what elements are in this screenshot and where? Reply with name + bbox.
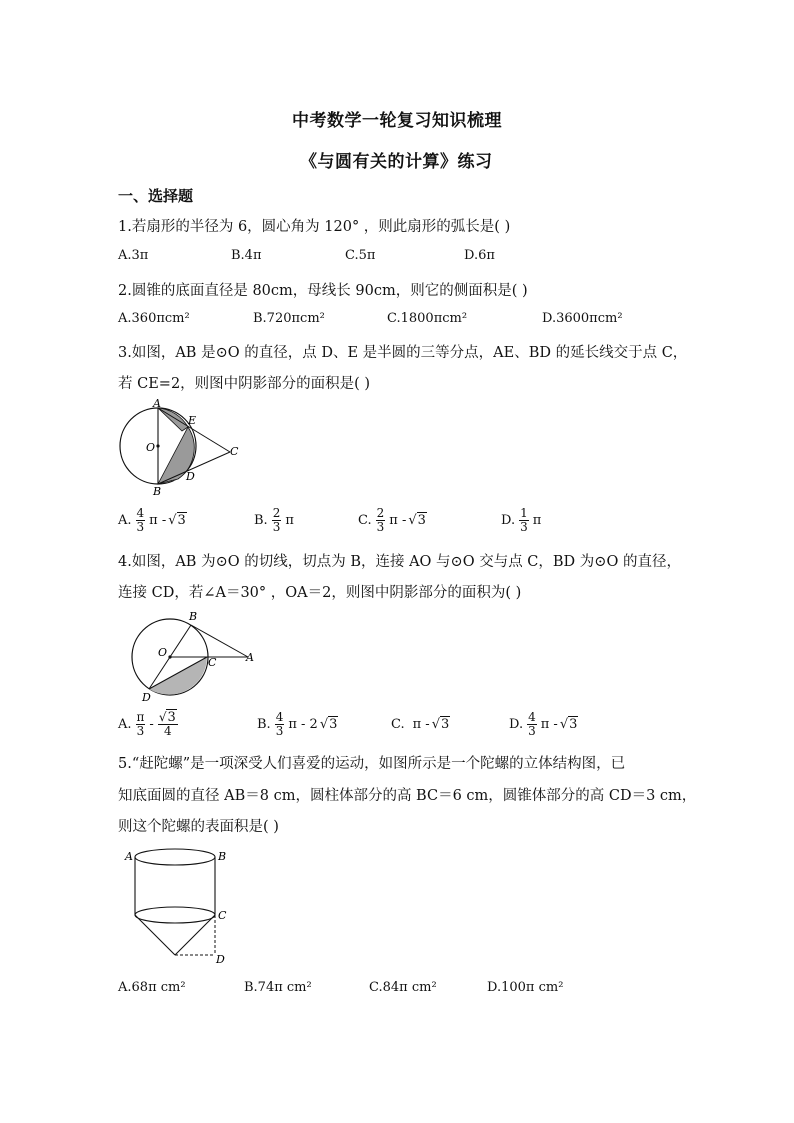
question-5-option-d: D.100π cm² xyxy=(487,980,564,995)
question-5-text-line2: 知底面圆的直径 AB＝8 cm，圆柱体部分的高 BC＝6 cm，圆锥体部分的高 CD＝3 cm， xyxy=(118,788,697,804)
question-3-option-c xyxy=(358,507,501,534)
option-label: D. xyxy=(509,717,524,732)
q3-label-b: B xyxy=(153,485,162,498)
question-5-option-c: C.84π cm² xyxy=(369,980,437,995)
option-label: A. xyxy=(118,717,132,732)
q4-label-o: O xyxy=(158,646,168,659)
fraction: $\frac{2}{3}$ xyxy=(272,506,281,534)
question-2-option-c: C.1800πcm² xyxy=(387,311,468,326)
question-2-option-a: A.360πcm² xyxy=(118,311,190,326)
question-3-option-d xyxy=(501,507,541,534)
fraction: $\frac{1}{3}$ xyxy=(520,506,528,534)
sqrt: √3 xyxy=(559,717,578,732)
question-3-options xyxy=(118,507,541,534)
q4-label-b: B xyxy=(189,610,198,623)
question-4-text-line2: 连接 CD，若∠A＝30° ，OA＝2，则图中阴影部分的面积为( ) xyxy=(118,585,522,601)
question-5-figure xyxy=(122,845,242,970)
option-label: C. xyxy=(358,513,372,528)
question-4-option-b xyxy=(257,711,391,738)
question-1-option-c: C.5π xyxy=(345,248,376,263)
fraction: $\frac{2}{3}$ xyxy=(376,506,385,534)
option-tail: π - xyxy=(412,717,430,732)
sqrt: √3 xyxy=(408,513,426,528)
question-3-text-line2: 若 CE=2，则图中阴影部分的面积是( ) xyxy=(118,376,371,392)
page-title: 中考数学一轮复习知识梳理 xyxy=(292,111,502,131)
question-1-option-d: D.6π xyxy=(464,248,495,263)
question-1-option-a: A.3π xyxy=(118,248,149,263)
question-4-option-c xyxy=(391,717,509,732)
fraction: $\frac{4}{3}$ xyxy=(528,710,536,738)
q4-label-d: D xyxy=(142,691,151,704)
sqrt: √3 xyxy=(168,513,186,528)
option-tail: π xyxy=(532,513,542,528)
question-4-text-line1: 4.如图，AB 为⊙O 的切线，切点为 B，连接 AO 与⊙O 交与点 C，BD 为⊙O 的直径， xyxy=(118,554,681,570)
option-label: C. xyxy=(391,717,405,732)
option-label: D. xyxy=(501,513,516,528)
q3-label-a: A xyxy=(153,398,161,410)
q3-label-c: C xyxy=(230,445,239,458)
question-2-text: 2.圆锥的底面直径是 80cm，母线长 90cm，则它的侧面积是( ) xyxy=(118,283,528,299)
q5-label-c: C xyxy=(218,909,227,922)
fraction: $\frac{4}{3}$ xyxy=(275,710,284,738)
fraction: $\frac{4}{3}$ xyxy=(136,506,145,534)
minus-sign: - xyxy=(149,717,154,732)
q4-label-a: A xyxy=(246,651,254,664)
section-title: 一、选择题 xyxy=(118,187,194,205)
q3-label-d: D xyxy=(186,470,195,483)
option-label: B. xyxy=(257,717,271,732)
q5-label-d: D xyxy=(216,953,225,966)
option-label: A. xyxy=(118,513,132,528)
question-4-option-d xyxy=(509,711,578,738)
q3-label-e: E xyxy=(188,414,197,427)
option-tail: π - xyxy=(389,513,407,528)
fraction: $\frac{\pi}{3}$ xyxy=(136,710,145,738)
q3-label-o: O xyxy=(146,441,156,454)
q4-label-c: C xyxy=(208,656,217,669)
question-1-option-b: B.4π xyxy=(231,248,262,263)
q5-label-b: B xyxy=(218,850,227,863)
sqrt: √3 xyxy=(319,717,338,732)
fraction: $\frac{√3}{4}$ xyxy=(158,710,176,738)
option-label: B. xyxy=(254,513,268,528)
question-5-text-line1: 5.“赶陀螺”是一项深受人们喜爱的运动，如图所示是一个陀螺的立体结构图，已 xyxy=(118,756,626,772)
option-tail: π - 2 xyxy=(288,717,318,732)
option-tail: π xyxy=(285,513,294,528)
question-3-figure xyxy=(116,398,246,498)
question-4-option-a xyxy=(118,711,257,738)
question-3-text-line1: 3.如图，AB 是⊙O 的直径，点 D、E 是半圆的三等分点，AE、BD 的延长线交于点 C， xyxy=(118,345,688,361)
question-1-text: 1.若扇形的半径为 6，圆心角为 120° ，则此扇形的弧长是( ) xyxy=(118,219,511,235)
page-subtitle: 《与圆有关的计算》练习 xyxy=(300,152,493,172)
question-2-option-d: D.3600πcm² xyxy=(542,311,623,326)
q5-label-a: A xyxy=(125,850,133,863)
option-tail: π - xyxy=(149,513,167,528)
question-5-option-a: A.68π cm² xyxy=(118,980,186,995)
question-4-options xyxy=(118,711,578,738)
question-5-text-line3: 则这个陀螺的表面积是( ) xyxy=(118,819,279,835)
question-2-option-b: B.720πcm² xyxy=(253,311,325,326)
question-5-option-b: B.74π cm² xyxy=(244,980,312,995)
sqrt: √3 xyxy=(431,717,450,732)
option-tail: π - xyxy=(540,717,558,732)
question-4-figure xyxy=(122,609,262,704)
question-3-option-a xyxy=(118,507,254,534)
question-3-option-b xyxy=(254,507,358,534)
